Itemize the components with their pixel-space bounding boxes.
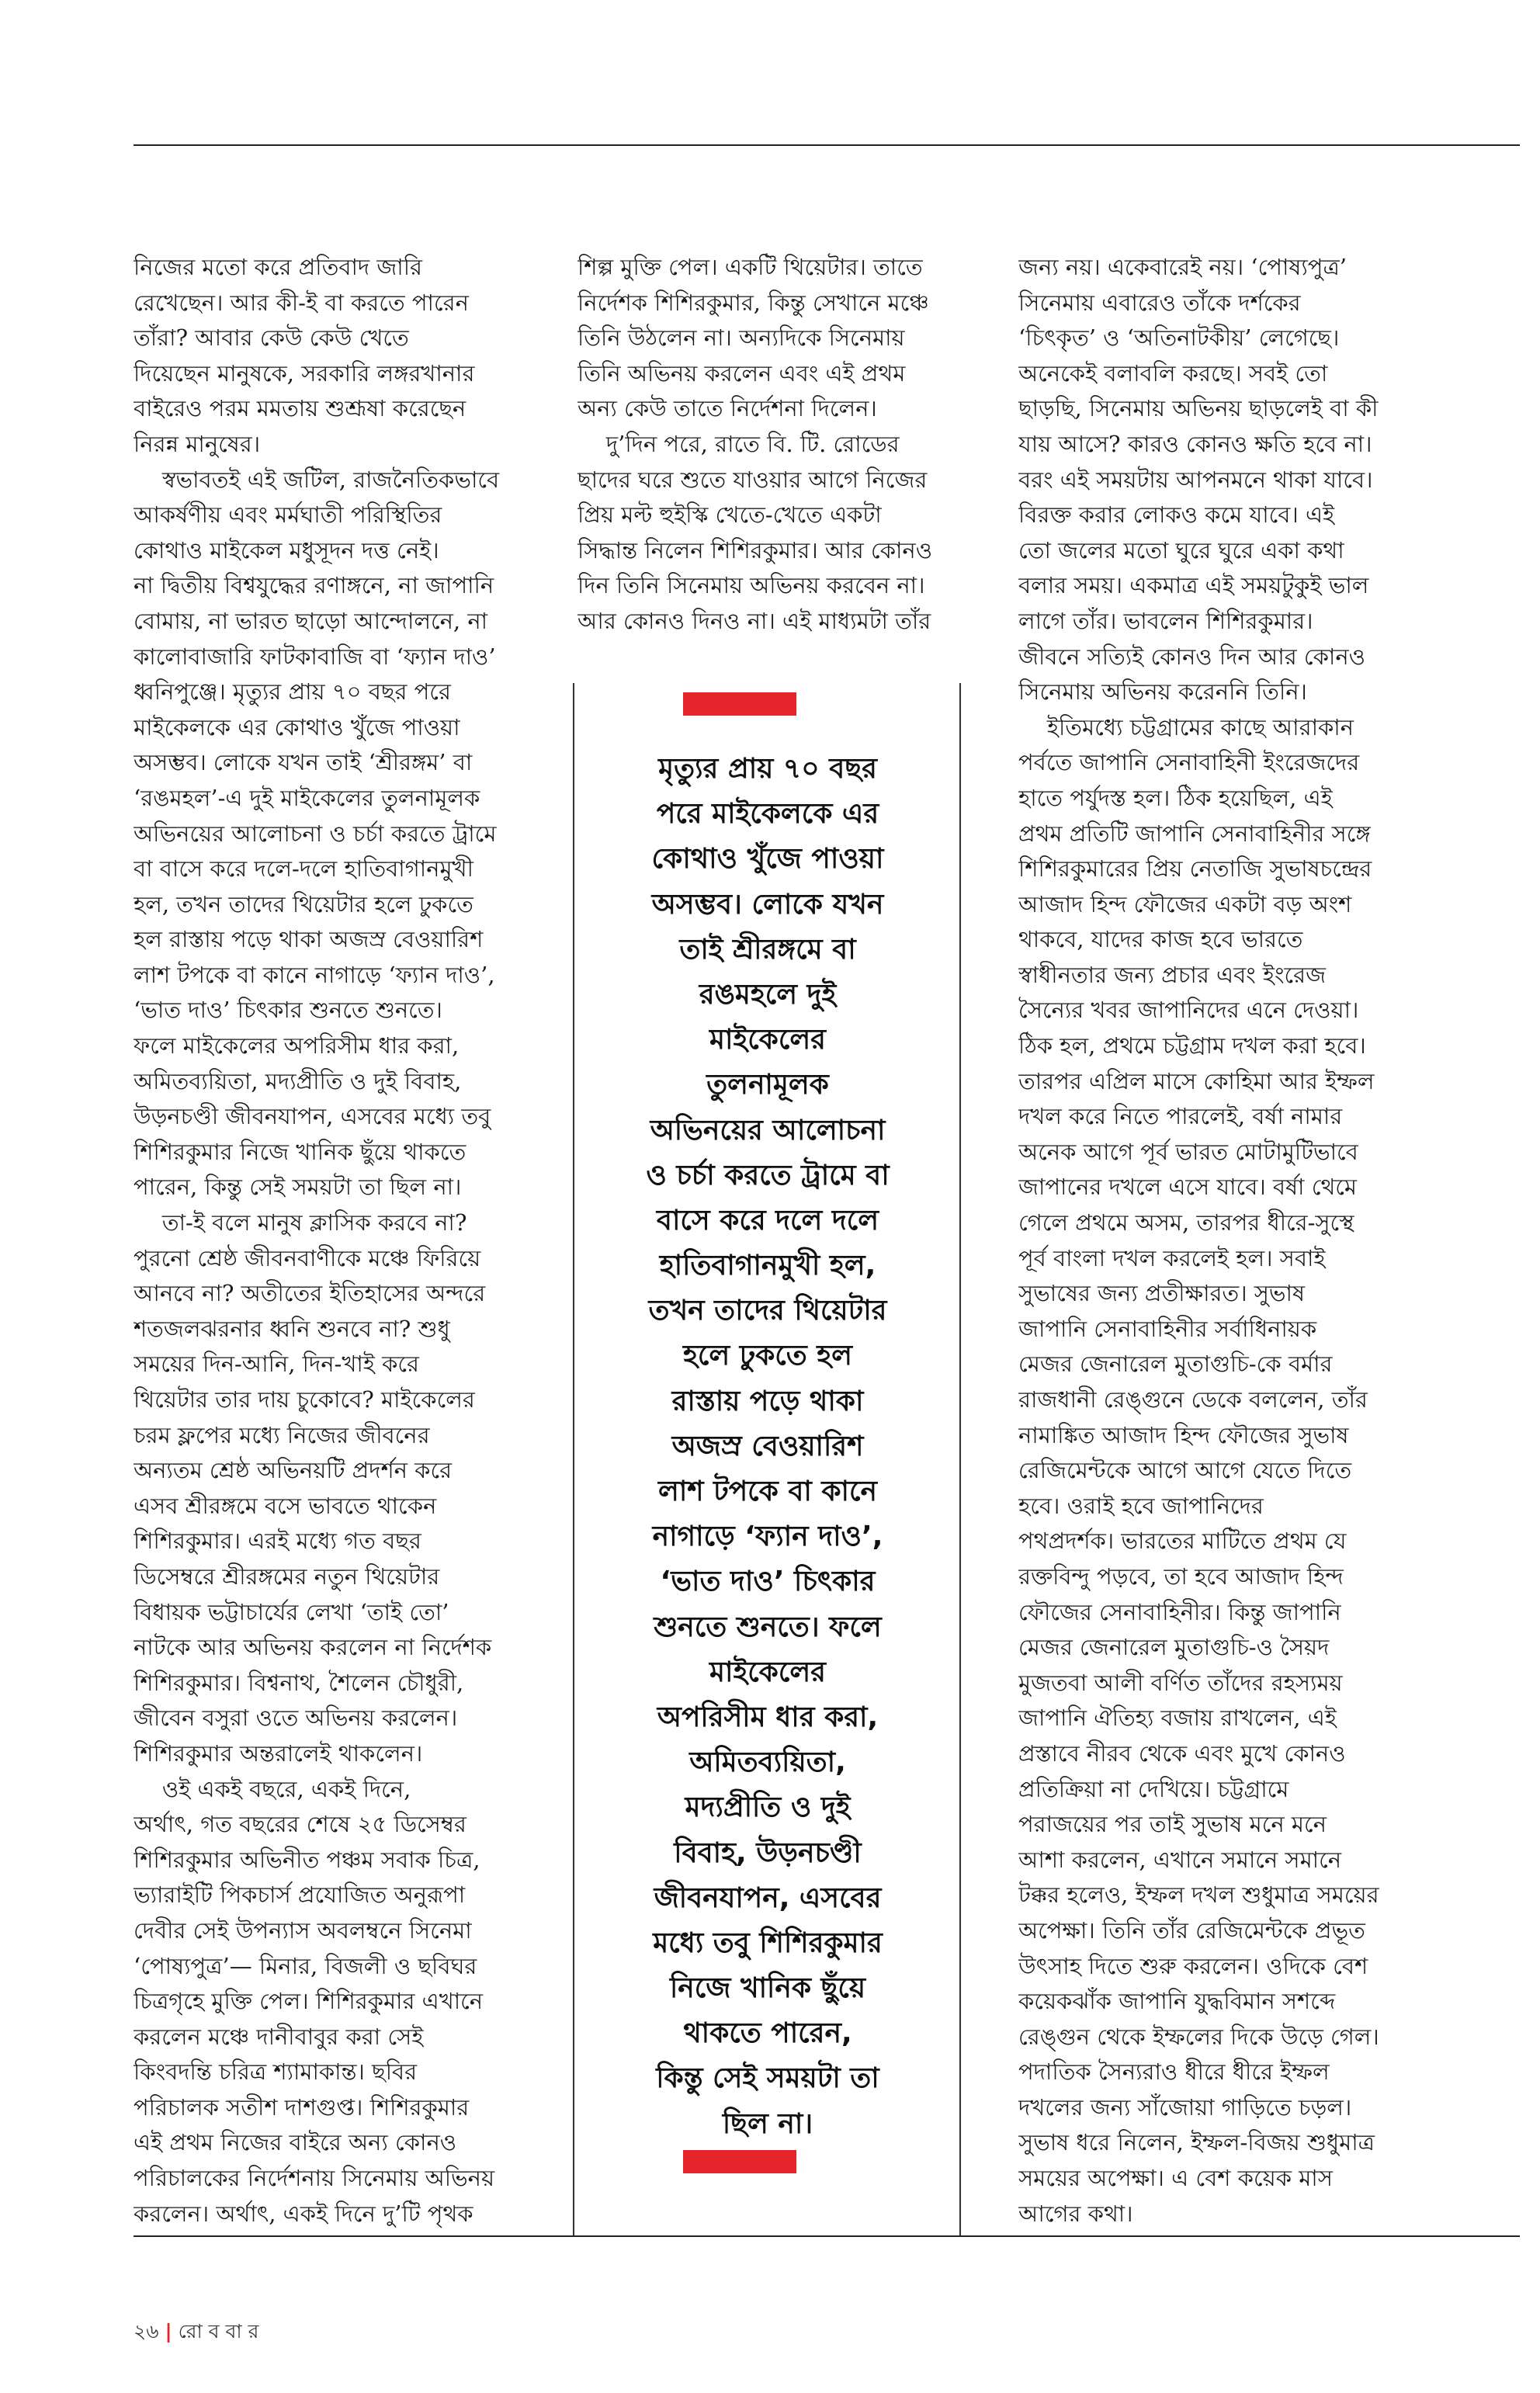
article-line: জাপানি ঐতিহ্য বজায় রাখলেন, এই: [1018, 1705, 1337, 1732]
article-line: ‘রঙমহল’-এ দুই মাইকেলের তুলনামূলক: [134, 784, 480, 811]
article-line: বলার সময়। একমাত্র এই সময়টুকুই ভাল: [1018, 572, 1369, 599]
article-line: মেজর জেনারেল মুতাগুচি-কে বর্মার: [1018, 1351, 1333, 1378]
article-line: জীবনে সত্যিই কোনও দিন আর কোনও: [1018, 643, 1366, 670]
article-line: এই প্রথম নিজের বাইরে অন্য কোনও: [134, 2129, 457, 2156]
article-line: কালোবাজারি ফাটকাবাজি বা ‘ফ্যান দাও’: [134, 643, 496, 670]
article-line: রেজিমেন্টকে আগে আগে যেতে দিতে: [1018, 1457, 1352, 1484]
article-line: টক্কর হলেও, ইম্ফল দখল শুধুমাত্র সময়ের: [1018, 1881, 1379, 1909]
article-line: জাপানি সেনাবাহিনীর সর্বাধিনায়ক: [1018, 1315, 1317, 1342]
article-line: অপেক্ষা। তিনি তাঁর রেজিমেন্টকে প্রভূত: [1018, 1916, 1365, 1944]
article-line: তো জলের মতো ঘুরে ঘুরে একা কথা: [1018, 536, 1344, 564]
article-line: রাজধানী রেঙ্গুনে ডেকে বললেন, তাঁর: [1018, 1386, 1368, 1413]
article-line: পর্বতে জাপানি সেনাবাহিনী ইংরেজদের: [1018, 749, 1360, 776]
pullquote-line: নিজে খানিক ছুঁয়ে: [669, 1972, 866, 2005]
article-line: অভিনয়ের আলোচনা ও চর্চা করতে ট্রামে: [134, 820, 497, 847]
article-line: থাকবে, যাদের কাজ হবে ভারতে: [1018, 926, 1303, 953]
article-line: ফৌজের সেনাবাহিনীর। কিন্তু জাপানি: [1018, 1598, 1341, 1625]
article-line: সিদ্ধান্ত নিলেন শিশিরকুমার। আর কোনও: [578, 536, 933, 564]
page-number: ২৬: [134, 2320, 159, 2343]
article-line: দেবীর সেই উপন্যাস অবলম্বনে সিনেমা: [134, 1916, 472, 1944]
article-line: আজাদ হিন্দ ফৌজের একটা বড় অংশ: [1018, 890, 1352, 917]
pullquote-line: ছিল না।: [722, 2107, 813, 2140]
article-line: ডিসেম্বরে শ্রীরঙ্গমের নতুন থিয়েটার: [134, 1562, 440, 1590]
article-line: অনেক আগে পূর্ব ভারত মোটামুটিভাবে: [1018, 1138, 1358, 1165]
article-line: শিশিরকুমার অভিনীত পঞ্চম সবাক চিত্র,: [134, 1846, 480, 1873]
article-line: তিনি অভিনয় করলেন এবং এই প্রথম: [578, 359, 906, 387]
article-line: ঠিক হল, প্রথমে চট্টগ্রাম দখল করা হবে।: [1018, 1032, 1366, 1060]
article-line: লাগে তাঁর। ভাবলেন শিশিরকুমার।: [1018, 607, 1313, 634]
article-line: অর্থাৎ, গত বছরের শেষে ২৫ ডিসেম্বর: [134, 1811, 467, 1838]
pullquote-line: মাইকেলের: [709, 1024, 826, 1056]
article-column-3: [1018, 250, 1453, 2232]
article-line: অনেকেই বলাবলি করছে। সবই তো: [1018, 359, 1328, 387]
article-line: নিরন্ন মানুষের।: [134, 430, 261, 457]
article-line: হবে। ওরাই হবে জাপানিদের: [1018, 1492, 1264, 1519]
article-line: সৈন্যের খবর জাপানিদের এনে দেওয়া।: [1018, 997, 1359, 1024]
article-line: বাইরেও পরম মমতায় শুশ্রূষা করেছেন: [134, 395, 467, 422]
article-line: কোথাও মাইকেল মধুসূদন দত্ত নেই।: [134, 536, 439, 564]
article-line: প্রথম প্রতিটি জাপানি সেনাবাহিনীর সঙ্গে: [1018, 820, 1371, 847]
column-divider-right: [959, 683, 961, 2235]
article-line: মেজর জেনারেল মুতাগুচি-ও সৈয়দ: [1018, 1634, 1330, 1661]
pullquote: [587, 747, 949, 2147]
article-line: চরম ফ্লপের মধ্যে নিজের জীবনের: [134, 1421, 430, 1448]
article-line: সময়ের দিন-আনি, দিন-খাই করে: [134, 1351, 419, 1378]
article-line: অন্যতম শ্রেষ্ঠ অভিনয়টি প্রদর্শন করে: [134, 1457, 453, 1484]
article-line: ‘চিৎকৃত’ ও ‘অতিনাটকীয়’ লেগেছে।: [1018, 324, 1340, 352]
article-line: শিশিরকুমারের প্রিয় নেতাজি সুভাষচন্দ্রের: [1018, 855, 1372, 883]
article-line: দু’দিন পরে, রাতে বি. টি. রোডের: [578, 430, 900, 457]
article-line: ভ্যারাইটি পিকচার্স প্রযোজিত অনুরূপা: [134, 1881, 466, 1909]
article-line: নিজের মতো করে প্রতিবাদ জারি: [134, 254, 422, 280]
article-line: নির্দেশক শিশিরকুমার, কিন্তু সেখানে মঞ্চে: [578, 289, 929, 316]
article-line: রেঙ্গুন থেকে ইম্ফলের দিকে উড়ে গেল।: [1018, 2023, 1379, 2050]
article-line: থিয়েটার তার দায় চুকোবে? মাইকেলের: [134, 1386, 475, 1413]
article-line: সময়ের অপেক্ষা। এ বেশ কয়েক মাস: [1018, 2165, 1333, 2192]
article-line: ছাদের ঘরে শুতে যাওয়ার আগে নিজের: [578, 466, 928, 493]
article-line: রেখেছেন। আর কী-ই বা করতে পারেন: [134, 289, 469, 316]
article-line: জীবেন বসুরা ওতে অভিনয় করলেন।: [134, 1705, 458, 1732]
pullquote-line: মধ্যে তবু শিশিরকুমার: [653, 1927, 883, 1959]
article-line: আনবে না? অতীতের ইতিহাসের অন্দরে: [134, 1280, 486, 1307]
pullquote-bottom-bar: [683, 2150, 796, 2173]
article-line: করলেন। অর্থাৎ, একই দিনে দু’টি পৃথক: [134, 2200, 473, 2227]
publication-name: রো ব বা র: [178, 2320, 259, 2343]
article-line: শিশিরকুমার নিজে খানিক ছুঁয়ে থাকতে: [134, 1138, 467, 1165]
article-line: প্রিয় মল্ট হুইস্কি খেতে-খেতে একটা: [578, 501, 882, 529]
article-column-1: [134, 250, 525, 2232]
article-line: প্রস্তাবে নীরব থেকে এবং মুখে কোনও: [1018, 1739, 1346, 1767]
pullquote-line: অজস্র বেওয়ারিশ: [671, 1430, 864, 1462]
article-line: বিরক্ত করার লোকও কমে যাবে। এই: [1018, 501, 1335, 529]
article-line: মাইকেলকে এর কোথাও খুঁজে পাওয়া: [134, 713, 460, 740]
article-line: এসব শ্রীরঙ্গমে বসে ভাবতে থাকেন: [134, 1492, 437, 1519]
article-line: গেলে প্রথমে অসম, তারপর ধীরে-সুস্থে: [1018, 1209, 1354, 1236]
article-line: প্রতিক্রিয়া না দেখিয়ে। চট্টগ্রামে: [1018, 1775, 1289, 1802]
article-line: তাঁরা? আবার কেউ কেউ খেতে: [134, 324, 409, 352]
article-line: কিংবদন্তি চরিত্র শ্যামাকান্ত। ছবির: [134, 2058, 418, 2086]
article-line: স্বভাবতই এই জটিল, রাজনৈতিকভাবে: [134, 466, 500, 493]
pullquote-line: হাতিবাগানমুখী হল,: [659, 1250, 876, 1282]
pullquote-line: তুলনামূলক: [706, 1069, 829, 1101]
article-line: ‘পোষ্যপুত্র’— মিনার, বিজলী ও ছবিঘর: [134, 1952, 477, 1979]
pullquote-line: কোথাও খুঁজে পাওয়া: [651, 843, 884, 876]
article-line: হল, তখন তাদের থিয়েটার হলে ঢুকতে: [134, 890, 473, 917]
article-line: সিনেমায় এবারেও তাঁকে দর্শকের: [1018, 289, 1301, 316]
pullquote-line: তাই শ্রীরঙ্গমে বা: [679, 933, 856, 966]
pullquote-top-bar: [683, 692, 796, 716]
article-line: করলেন মঞ্চে দানীবাবুর করা সেই: [134, 2023, 424, 2050]
article-line: আশা করলেন, এখানে সমানে সমানে: [1018, 1846, 1342, 1873]
article-line: পথপ্রদর্শক। ভারতের মাটিতে প্রথম যে: [1018, 1528, 1347, 1555]
article-line: দিয়েছেন মানুষকে, সরকারি লঙ্গরখানার: [134, 359, 475, 387]
pullquote-line: মাইকেলের: [709, 1656, 826, 1688]
article-line: জাপানের দখলে এসে যাবে। বর্ষা থেমে: [1018, 1174, 1357, 1201]
article-line: ওই একই বছরে, একই দিনে,: [134, 1775, 411, 1802]
pullquote-line: কিন্তু সেই সময়টা তা: [656, 2062, 879, 2095]
pullquote-line: নাগাড়ে ‘ফ্যান দাও’,: [652, 1521, 883, 1553]
article-line: শতজলঝরনার ধ্বনি শুনবে না? শুধু: [134, 1315, 450, 1342]
pullquote-line: লাশ টপকে বা কানে: [658, 1476, 877, 1507]
article-line: আকর্ষণীয় এবং মর্মঘাতী পরিস্থিতির: [134, 501, 442, 529]
article-line: ‘ভাত দাও’ চিৎকার শুনতে শুনতে।: [134, 997, 442, 1024]
pullquote-line: বিবাহ, উড়নচণ্ডী: [674, 1836, 862, 1869]
article-line: ধ্বনিপুঞ্জে। মৃত্যুর প্রায় ৭০ বছর পরে: [134, 678, 451, 706]
pullquote-line: ‘ভাত দাও’ চিৎকার: [660, 1566, 876, 1598]
article-line: হাতে পর্যুদস্ত হল। ঠিক হয়েছিল, এই: [1018, 784, 1333, 811]
article-line: মুজতবা আলী বর্ণিত তাঁদের রহস্যময়: [1018, 1669, 1343, 1696]
article-line: পরিচালকের নির্দেশনায় সিনেমায় অভিনয়: [134, 2165, 495, 2192]
article-line: ছাড়ছি, সিনেমায় অভিনয় ছাড়লেই বা কী: [1018, 395, 1379, 422]
article-line: তিনি উঠলেন না। অন্যদিকে সিনেমায়: [578, 324, 905, 352]
article-line: বরং এই সময়টায় আপনমনে থাকা যাবে।: [1018, 466, 1373, 493]
article-line: পদাতিক সৈন্যরাও ধীরে ধীরে ইম্ফল: [1018, 2058, 1330, 2086]
article-line: উৎসাহ দিতে শুরু করলেন। ওদিকে বেশ: [1018, 1952, 1368, 1979]
article-line: না দ্বিতীয় বিশ্বযুদ্ধের রণাঙ্গনে, না জাপানি: [134, 572, 494, 599]
article-line: যায় আসে? কারও কোনও ক্ষতি হবে না।: [1018, 430, 1372, 457]
article-line: শিশিরকুমার। এরই মধ্যে গত বছর: [134, 1528, 421, 1555]
article-line: লাশ টপকে বা কানে নাগাড়ে ‘ফ্যান দাও’,: [134, 961, 495, 988]
article-line: হল রাস্তায় পড়ে থাকা অজস্র বেওয়ারিশ: [134, 926, 484, 953]
article-column-2: [578, 250, 969, 640]
article-line: দিন তিনি সিনেমায় অভিনয় করবেন না।: [578, 572, 925, 599]
article-line: অসম্ভব। লোকে যখন তাই ‘শ্রীরঙ্গম’ বা: [134, 749, 473, 776]
pullquote-line: পরে মাইকেলকে এর: [656, 798, 879, 831]
pullquote-line: অমিতব্যয়িতা,: [689, 1746, 846, 1779]
article-line: স্বাধীনতার জন্য প্রচার এবং ইংরেজ: [1018, 961, 1327, 988]
article-line: তারপর এপ্রিল মাসে কোহিমা আর ইম্ফল: [1018, 1067, 1375, 1094]
article-line: ফলে মাইকেলের অপরিসীম ধার করা,: [134, 1032, 460, 1060]
article-line: উড়নচণ্ডী জীবনযাপন, এসবের মধ্যে তবু: [134, 1103, 491, 1130]
pullquote-line: থাকতে পারেন,: [683, 2017, 852, 2050]
article-line: দখল করে নিতে পারলেই, বর্ষা নামার: [1018, 1103, 1343, 1130]
column-divider-left: [573, 683, 574, 2235]
article-line: সুভাষের জন্য প্রতীক্ষারত। সুভাষ: [1018, 1280, 1305, 1307]
article-line: জন্য নয়। একেবারেই নয়। ‘পোষ্যপুত্র’: [1018, 254, 1347, 280]
article-line: শিল্প মুক্তি পেল। একটি থিয়েটার। তাতে: [578, 254, 923, 280]
page-footer: [134, 2316, 258, 2350]
article-line: কয়েকঝাঁক জাপানি যুদ্ধবিমান সশব্দে: [1018, 1988, 1336, 2015]
article-line: বিধায়ক ভট্টাচার্যের লেখা ‘তাই তো’: [134, 1598, 449, 1625]
pullquote-line: রাস্তায় পড়ে থাকা: [671, 1385, 864, 1417]
bottom-rule: [134, 2235, 1520, 2237]
article-line: তা-ই বলে মানুষ ক্লাসিক করবে না?: [134, 1209, 467, 1236]
article-line: আর কোনও দিনও না। এই মাধ্যমটা তাঁর: [578, 607, 931, 634]
pullquote-line: শুনতে শুনতে। ফলে: [654, 1611, 882, 1643]
article-line: ইতিমধ্যে চট্টগ্রামের কাছে আরাকান: [1018, 713, 1354, 740]
pullquote-line: অভিনয়ের আলোচনা: [650, 1114, 886, 1146]
article-line: বোমায়, না ভারত ছাড়ো আন্দোলনে, না: [134, 607, 488, 634]
article-line: নাটকে আর অভিনয় করলেন না নির্দেশক: [134, 1634, 492, 1661]
article-line: সুভাষ ধরে নিলেন, ইম্ফল-বিজয় শুধুমাত্র: [1018, 2129, 1375, 2156]
article-line: আগের কথা।: [1018, 2200, 1133, 2227]
pullquote-line: অসম্ভব। লোকে যখন: [651, 888, 884, 921]
article-line: শিশিরকুমার। বিশ্বনাথ, শৈলেন চৌধুরী,: [134, 1669, 464, 1696]
pullquote-line: অপরিসীম ধার করা,: [657, 1701, 879, 1733]
article-line: শিশিরকুমার অন্তরালেই থাকলেন।: [134, 1739, 423, 1767]
pullquote-line: মদ্যপ্রীতি ও দুই: [685, 1791, 851, 1824]
article-line: পূর্ব বাংলা দখল করলেই হল। সবাই: [1018, 1244, 1326, 1271]
article-line: পরাজয়ের পর তাই সুভাষ মনে মনে: [1018, 1811, 1327, 1838]
article-line: বা বাসে করে দলে-দলে হাতিবাগানমুখী: [134, 855, 473, 883]
article-line: দখলের জন্য সাঁজোয়া গাড়িতে চড়ল।: [1018, 2093, 1352, 2121]
article-line: পুরনো শ্রেষ্ঠ জীবনবাণীকে মঞ্চে ফিরিয়ে: [134, 1244, 481, 1271]
pullquote-line: হলে ঢুকতে হল: [682, 1340, 853, 1372]
article-line: পরিচালক সতীশ দাশগুপ্ত। শিশিরকুমার: [134, 2093, 470, 2121]
pullquote-line: বাসে করে দলে দলে: [656, 1204, 879, 1236]
article-line: নামাঙ্কিত আজাদ হিন্দ ফৌজের সুভাষ: [1018, 1421, 1349, 1448]
article-line: পারেন, কিন্তু সেই সময়টা তা ছিল না।: [134, 1174, 462, 1201]
article-line: রক্তবিন্দু পড়বে, তা হবে আজাদ হিন্দ: [1018, 1562, 1344, 1590]
pullquote-line: তখন তাদের থিয়েটার: [648, 1295, 887, 1327]
article-line: অন্য কেউ তাতে নির্দেশনা দিলেন।: [578, 395, 877, 422]
footer-separator: |: [165, 2320, 172, 2343]
article-line: সিনেমায় অভিনয় করেননি তিনি।: [1018, 678, 1307, 706]
top-rule: [134, 144, 1520, 146]
article-line: অমিতব্যয়িতা, মদ্যপ্রীতি ও দুই বিবাহ,: [134, 1067, 462, 1094]
pullquote-line: মৃত্যুর প্রায় ৭০ বছর: [658, 753, 877, 785]
pullquote-line: রঙমহলে দুই: [699, 978, 837, 1011]
pullquote-line: জীবনযাপন, এসবের: [654, 1881, 882, 1914]
article-line: চিত্রগৃহে মুক্তি পেল। শিশিরকুমার এখানে: [134, 1988, 484, 2015]
pullquote-line: ও চর্চা করতে ট্রামে বা: [646, 1159, 890, 1191]
